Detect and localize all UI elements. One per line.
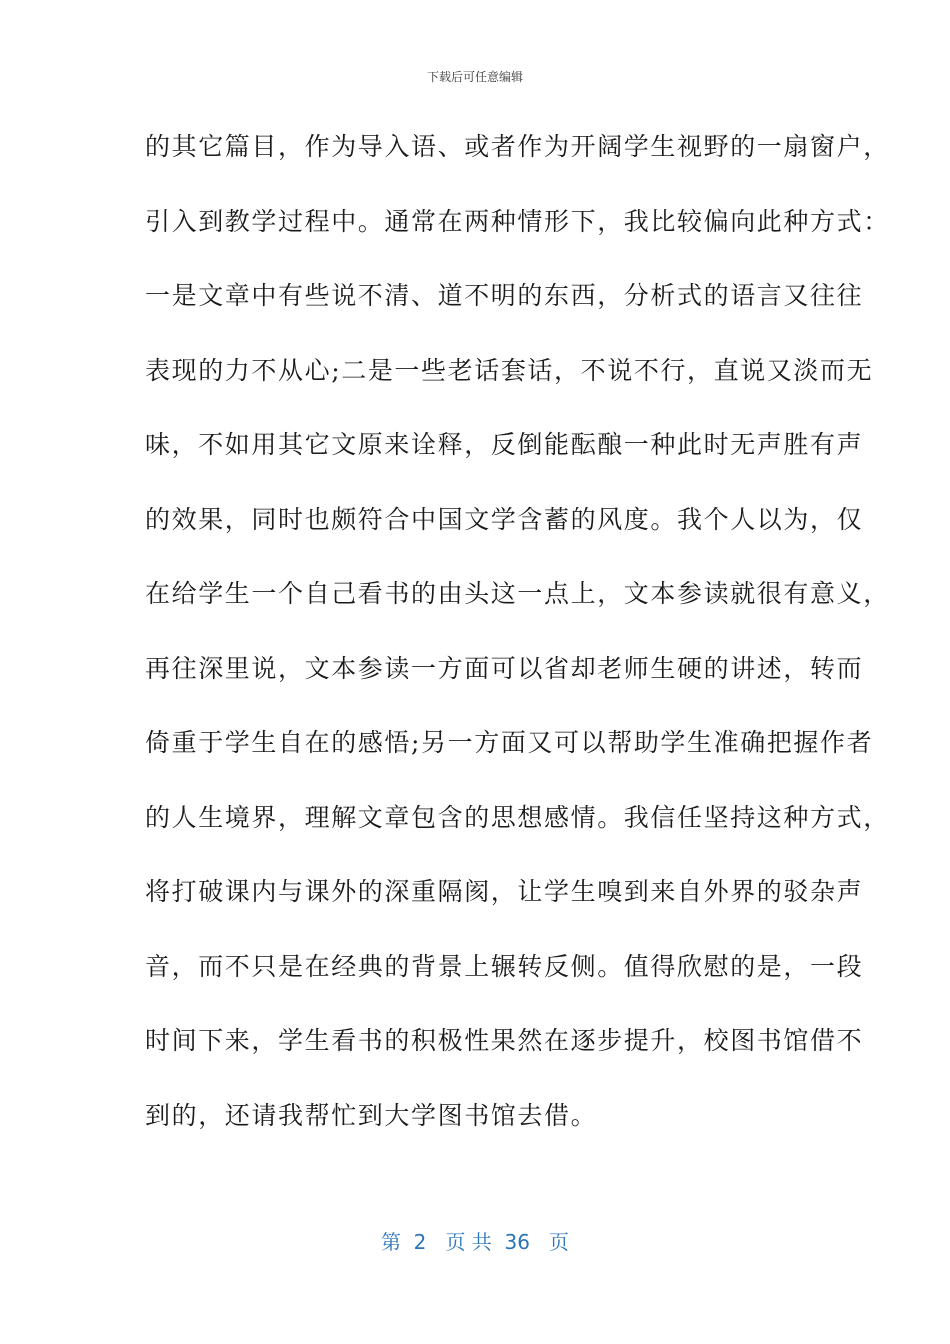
page-number-footer: 第 2 页 共 36 页 — [380, 1230, 570, 1254]
paragraph-line: 在给学生一个自己看书的由头这一点上，文本参读就很有意义， — [145, 579, 890, 608]
paragraph-line: 味，不如用其它文原来诠释，反倒能酝酿一种此时无声胜有声 — [145, 430, 864, 459]
document-body — [145, 118, 890, 1161]
paragraph-line: 倚重于学生自在的感悟;另一方面又可以帮助学生准确把握作者 — [145, 728, 874, 757]
paragraph-line: 将打破课内与课外的深重隔阂，让学生嗅到来自外界的驳杂声 — [145, 877, 864, 906]
paragraph-line: 的效果，同时也颇符合中国文学含蓄的风度。我个人以为，仅 — [145, 504, 864, 534]
page-header: 下载后可任意编辑 — [426, 70, 523, 84]
paragraph-line: 的其它篇目，作为导入语、或者作为开阔学生视野的一扇窗户， — [145, 132, 890, 161]
paragraph-line: 音，而不只是在经典的背景上辗转反侧。值得欣慰的是，一段 — [145, 951, 864, 981]
paragraph-line: 表现的力不从心;二是一些老话套话，不说不行，直说又淡而无 — [145, 355, 874, 385]
paragraph-line: 时间下来，学生看书的积极性果然在逐步提升，校图书馆借不 — [145, 1026, 864, 1055]
paragraph-line: 的人生境界，理解文章包含的思想感情。我信任坚持这种方式， — [145, 802, 890, 832]
paragraph-line: 一是文章中有些说不清、道不明的东西，分析式的语言又往往 — [145, 281, 864, 310]
paragraph-line: 到的，还请我帮忙到大学图书馆去借。 — [145, 1100, 598, 1130]
paragraph-line: 引入到教学过程中。通常在两种情形下，我比较偏向此种方式： — [145, 206, 890, 236]
paragraph-line: 再往深里说，文本参读一方面可以省却老师生硬的讲述，转而 — [145, 653, 864, 683]
